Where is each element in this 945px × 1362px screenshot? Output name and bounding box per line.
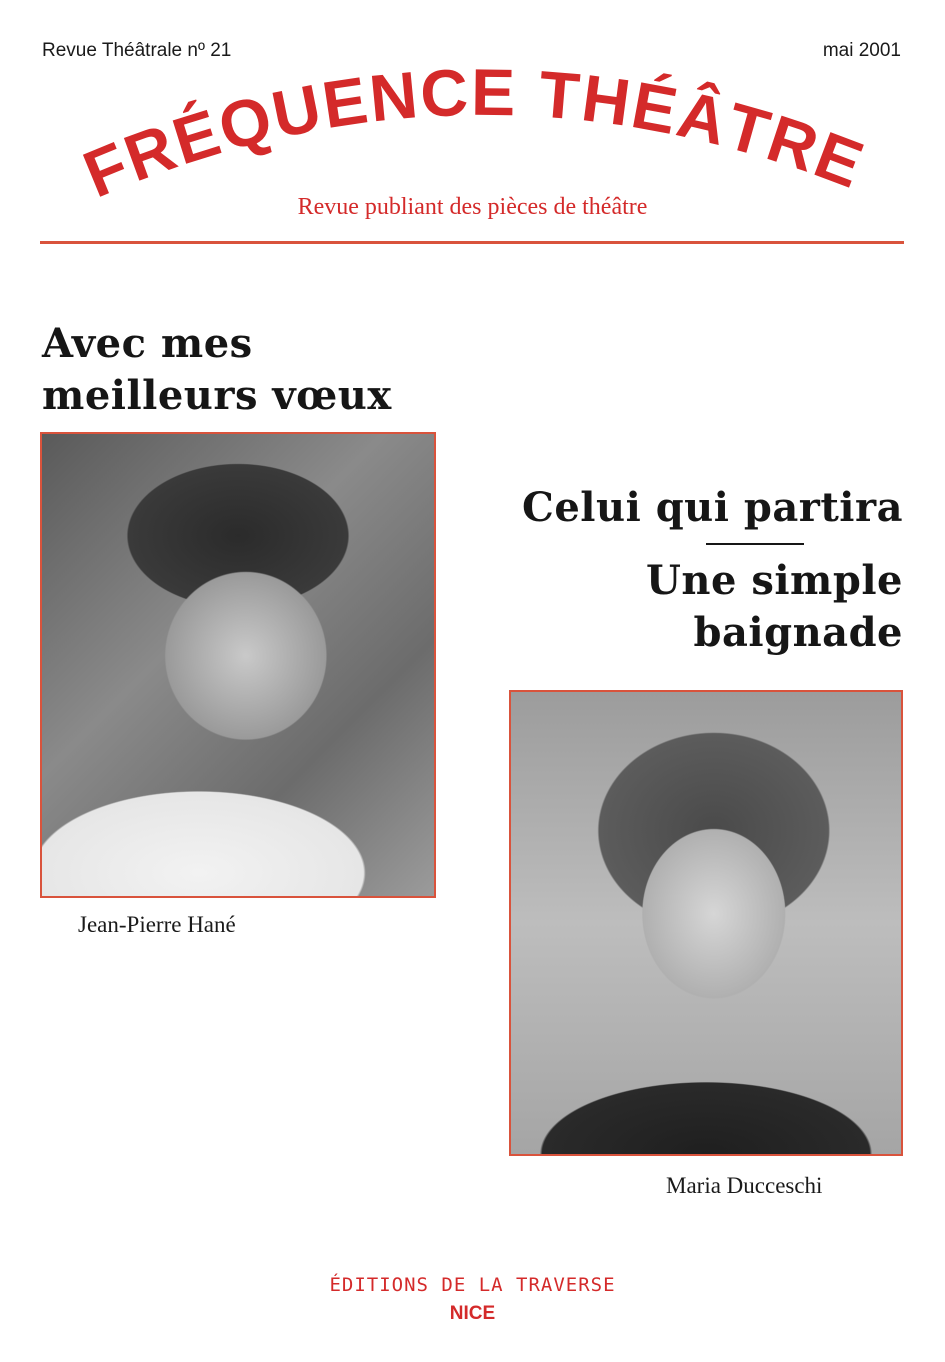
author-caption-1: Jean-Pierre Hané [78,912,236,937]
issue-number: Revue Théâtrale nº 21 [42,40,232,61]
header-divider [40,241,904,244]
masthead-text: FRÉQUENCE THÉÂTRE [73,60,875,212]
play-title-1: Avec mes meilleurs vœux [42,320,392,419]
publisher-city: NICE [449,1303,496,1324]
title-divider [706,543,804,545]
svg-text:FRÉQUENCE THÉÂTRE [73,60,874,211]
author-caption-2: Maria Ducceschi [666,1173,823,1198]
play-title-3: Une simple baignade [646,557,903,656]
publisher-name: ÉDITIONS DE LA TRAVERSE [329,1274,616,1296]
masthead-subtitle: Revue publiant des pièces de théâtre [297,194,648,220]
author-photo-jean-pierre-hane [40,432,436,898]
issue-date: mai 2001 [822,40,901,61]
author-photo-maria-ducceschi [509,690,903,1156]
play-title-2: Celui qui partira [522,484,903,531]
